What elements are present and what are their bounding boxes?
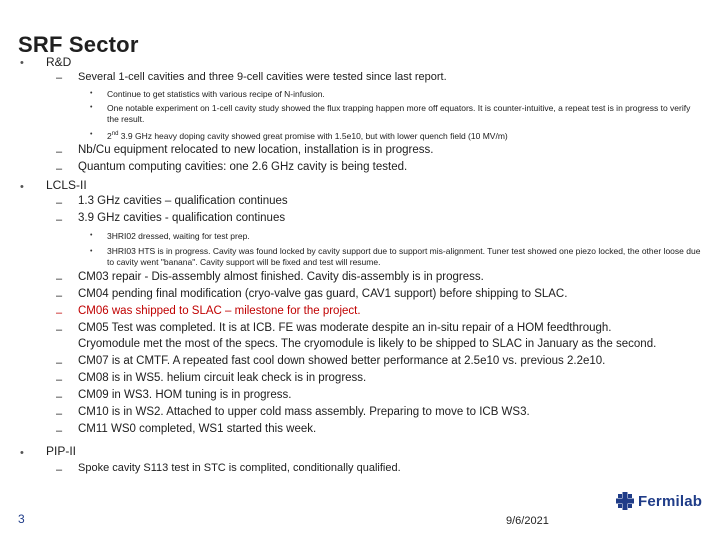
dash-lcls-1: –	[56, 197, 63, 209]
dash-cm05: –	[56, 324, 63, 336]
cm11-item: CM11 WS0 completed, WS1 started this week.	[78, 423, 317, 435]
rd-sub-3-rest: 3.9 GHz heavy doping cavity showed great promise with 1.5e10, but with lower quench field (10 MV/m)	[118, 130, 508, 141]
dash-cm11: –	[56, 425, 63, 437]
fermilab-logo-text: Fermilab	[638, 492, 703, 510]
dash-cm06: –	[56, 307, 63, 319]
lcls-sub-1: 3HRI02 dressed, waiting for test prep.	[107, 231, 250, 241]
rd-sub-2: One notable experiment on 1-cell cavity study showed the flux trapping happen more off equators. It is counter-intuitive, a repeat test is in progress to verify the result.	[107, 103, 691, 124]
fermilab-logo	[616, 492, 702, 510]
rd-item-2: Nb/Cu equipment relocated to new location, installation is in progress.	[78, 144, 434, 156]
dash-cm09: –	[56, 391, 63, 403]
heading-lcls: LCLS-II	[46, 178, 87, 192]
dash-cm07: –	[56, 357, 63, 369]
rd-sub-3-sup: nd	[111, 131, 119, 137]
pip-item-1: Spoke cavity S113 test in STC is complited, conditionally qualified.	[78, 462, 401, 474]
cm06-item: CM06 was shipped to SLAC – milestone for the project.	[78, 305, 361, 317]
dash-pip-1: –	[56, 464, 63, 476]
rd-item-3: Quantum computing cavities: one 2.6 GHz cavity is being tested.	[78, 161, 408, 173]
cm07-item: CM07 is at CMTF. A repeated fast cool down showed better performance at 2.5e10 vs. previous 2.2e10.	[78, 355, 606, 367]
lcls-sub-2: 3HRI03 HTS is in progress. Cavity was found locked by cavity support due to support mis-alignment. Tuner test showed one piezo locked, the other loose due to cavity went "banana". Cavity support will be fixed and test will resume.	[107, 246, 701, 267]
rd-sub-3-prefix: 2	[107, 130, 112, 141]
dash-cm04: –	[56, 290, 63, 302]
dash-rd-1: –	[56, 72, 63, 84]
dash-cm03: –	[56, 273, 63, 285]
bullet-rd-sub-2: •	[90, 104, 93, 111]
dash-rd-3: –	[56, 163, 63, 175]
cm05-item-line-1: CM05 Test was completed. It is at ICB. FE was moderate despite an in-situ repair of a HOM feedthrough.	[78, 322, 612, 334]
dash-lcls-2: –	[56, 214, 63, 226]
dash-rd-2: –	[56, 146, 63, 158]
bullet-rd: •	[20, 57, 24, 69]
cm10-item: CM10 is in WS2. Attached to upper cold mass assembly. Preparing to move to ICB WS3.	[78, 406, 530, 418]
bullet-lcls: •	[20, 181, 24, 193]
cm04-item: CM04 pending final modification (cryo-valve gas guard, CAV1 support) before shipping to SLAC.	[78, 288, 568, 300]
slide-title: SRF Sector	[18, 32, 139, 57]
dash-cm10: –	[56, 408, 63, 420]
heading-pip: PIP-II	[46, 444, 77, 458]
rd-sub-3	[107, 129, 508, 142]
rd-sub-1: Continue to get statistics with various recipe of N-infusion.	[107, 89, 325, 99]
bullet-pip: •	[20, 447, 24, 459]
lcls-item-1: 1.3 GHz cavities – qualification continues	[78, 195, 288, 207]
rd-item-1: Several 1-cell cavities and three 9-cell cavities were tested since last report.	[78, 71, 447, 83]
dash-cm08: –	[56, 374, 63, 386]
bullet-lcls-sub-2: •	[90, 248, 93, 255]
cm03-item: CM03 repair - Dis-assembly almost finished. Cavity dis-assembly is in progress.	[78, 271, 484, 283]
heading-rd: R&D	[46, 55, 72, 69]
fermilab-logo-icon	[616, 492, 634, 510]
bullet-rd-sub-1: •	[90, 90, 93, 97]
page-number: 3	[18, 512, 25, 526]
cm09-item: CM09 in WS3. HOM tuning is in progress.	[78, 389, 292, 401]
cm08-item: CM08 is in WS5. helium circuit leak check is in progress.	[78, 372, 367, 384]
cm05-item-line-2: Cryomodule met the most of the specs. The cryomodule is likely to be shipped to SLAC in January as the second.	[78, 338, 657, 350]
bullet-lcls-sub-1: •	[90, 232, 93, 239]
bullet-rd-sub-3: •	[90, 131, 93, 138]
footer-date: 9/6/2021	[506, 515, 549, 527]
lcls-item-2: 3.9 GHz cavities - qualification continues	[78, 212, 286, 224]
